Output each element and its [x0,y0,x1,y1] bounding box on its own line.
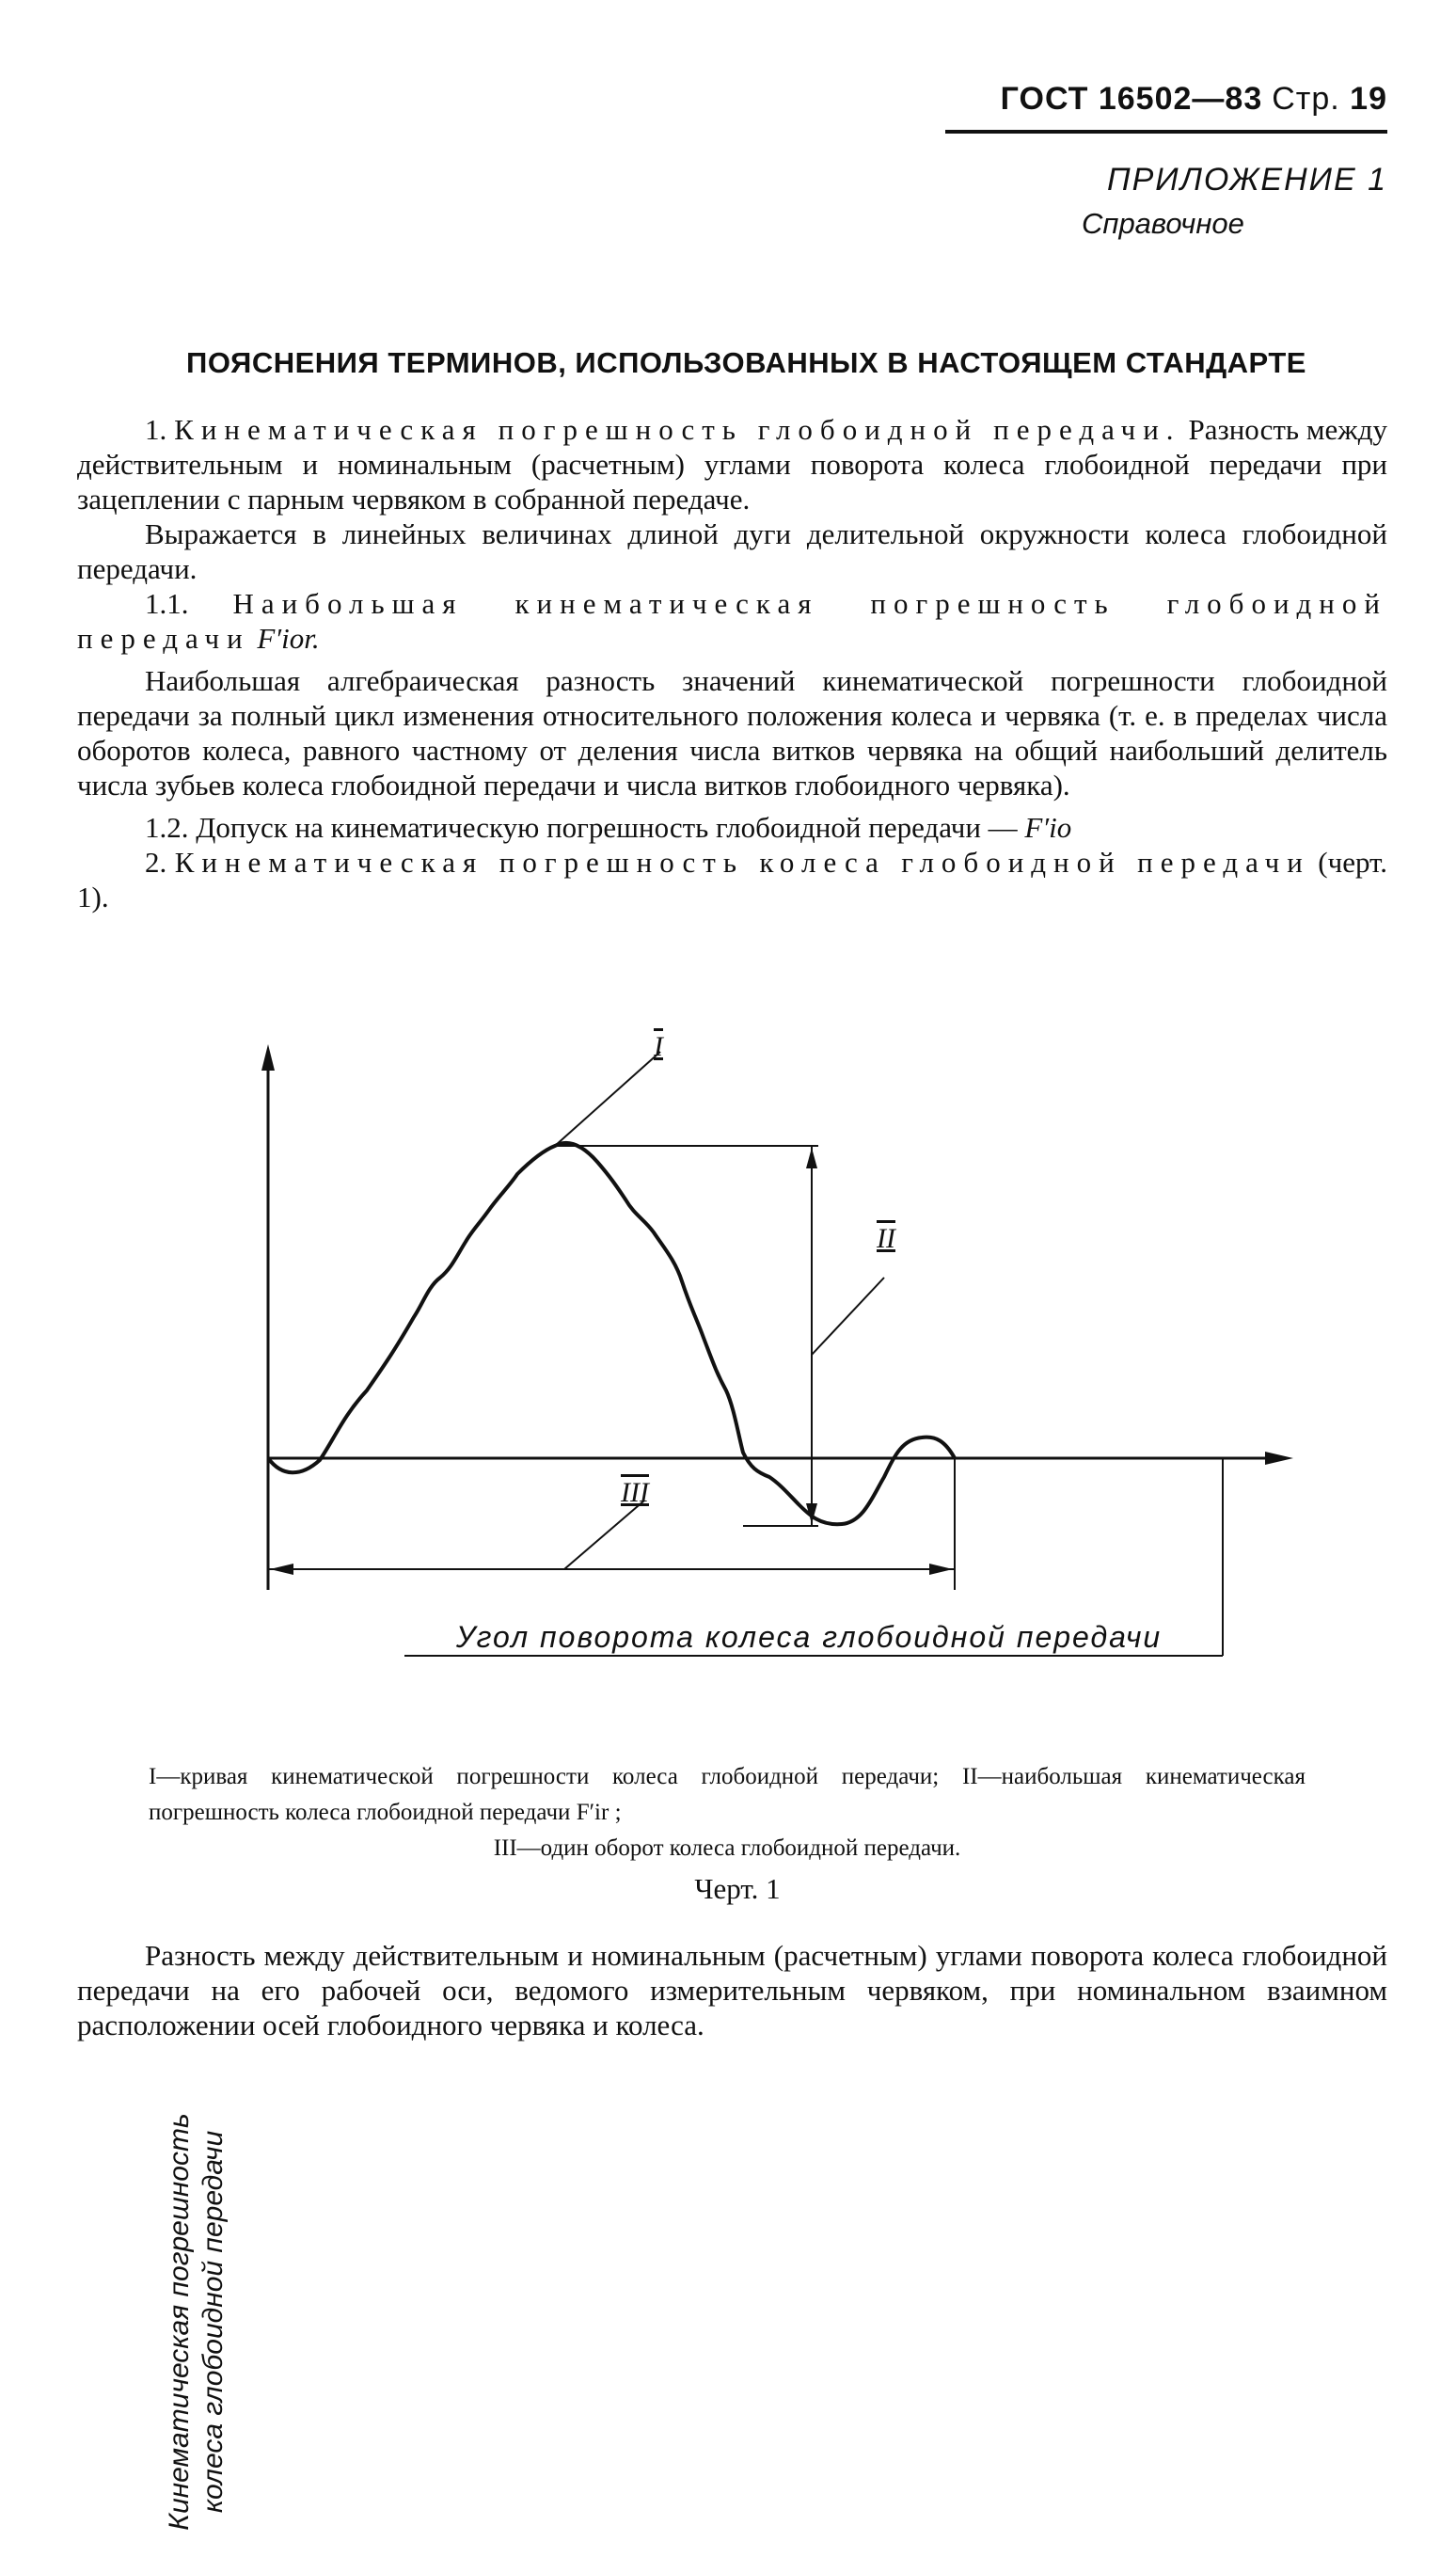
x-axis-label: Угол поворота колеса глобоидной передачи [455,1620,1163,1654]
mark-I: I [654,1031,663,1062]
revolution-arrow-left [270,1564,293,1575]
term-2-reference: (черт. 1). [77,846,1388,913]
mark-II: II [877,1223,895,1254]
term-1-definition: Разность между действительным и номинальным (расчетным) углами поворота колеса глобоидной передачи при зацеплении с парным червяком в собранной передаче. [77,413,1387,516]
y-axis-label [163,2087,257,2557]
x-axis-arrow [1265,1452,1293,1465]
body-text [77,412,1387,914]
term-1-2-text: 1.2. Допуск на кинематическую погрешность глобоидной передачи — [145,811,1018,844]
appendix-title: ПРИЛОЖЕНИЕ 1 [1106,162,1387,198]
mark-III: III [621,1477,649,1508]
term-1 [77,412,1387,516]
revolution-arrow-right [929,1564,953,1575]
figure-number: Черт. 1 [694,1872,781,1905]
term-1-title: Кинематическая погрешность глобоидной передачи. [174,413,1181,446]
caption-line-1: I—кривая кинематической погрешности колеса глобоидной передачи; II—наибольшая кинематическая погрешность колеса глобоидной передачи F′ir ; [149,1764,1306,1825]
caption-line-2: III—один оборот колеса глобоидной передачи. [493,1835,961,1861]
leader-II [812,1278,884,1355]
term-1-1-number: 1.1. [145,587,189,620]
range-arrow-top [806,1148,817,1168]
figure-caption [149,1759,1306,1866]
running-header [945,81,1387,118]
page-number: 19 [1350,81,1387,117]
leader-I [555,1052,660,1146]
term-1-note: Выражается в линейных величинах длиной дуги делительной окружности колеса глобоидной передачи. [77,517,1387,585]
doc-id: ГОСТ 16502—83 [1000,81,1263,117]
term-1-1 [77,586,1387,656]
term-1-1-title: Наибольшая кинематическая погрешность глобоидной передачи [77,587,1387,655]
figure-1 [141,1035,1317,1675]
term-1-number: 1. [145,413,167,446]
term-1-2-symbol: F′io [1024,811,1072,844]
header-rule [945,130,1387,134]
term-1-1-definition: Наибольшая алгебраическая разность значений кинематической погрешности глобоидной передачи за полный цикл изменения относительного положения колеса и червяка (т. е. в пределах числа оборотов колеса, равного частному от деления числа витков червяка на общий наибольший делитель числа зубьев колеса глобоидной передачи и числа витков глобоидного червяка). [77,664,1387,802]
term-2 [77,845,1387,914]
section-title: ПОЯСНЕНИЯ ТЕРМИНОВ, ИСПОЛЬЗОВАННЫХ В НАСТОЯЩЕМ СТАНДАРТЕ [186,346,1306,379]
figure-1-drawing [141,1035,1317,1675]
term-1-2 [77,810,1387,845]
term-2-title: Кинематическая погрешность колеса глобоидной передачи [174,846,1310,879]
leader-III [564,1501,644,1569]
term-1-1-symbol: F′ior. [257,622,320,655]
closing-paragraph-text: Разность между действительным и номинальным (расчетным) углами поворота колеса глобоидной передачи на его рабочей оси, ведомого измерительным червяком, при номинальном взаимном расположении осей глобоидного червяка и колеса. [77,1939,1387,2041]
y-axis-label-line-1: Кинематическая погрешность [164,2113,195,2531]
term-2-number: 2. [145,846,167,879]
y-axis-arrow [261,1044,275,1071]
y-axis-label-line-2: колеса глобоидной передачи [198,2130,229,2514]
appendix-subtitle: Справочное [1082,207,1244,240]
error-curve [268,1143,955,1524]
closing-paragraph [77,1938,1387,2042]
page-prefix: Стр. [1272,81,1340,117]
